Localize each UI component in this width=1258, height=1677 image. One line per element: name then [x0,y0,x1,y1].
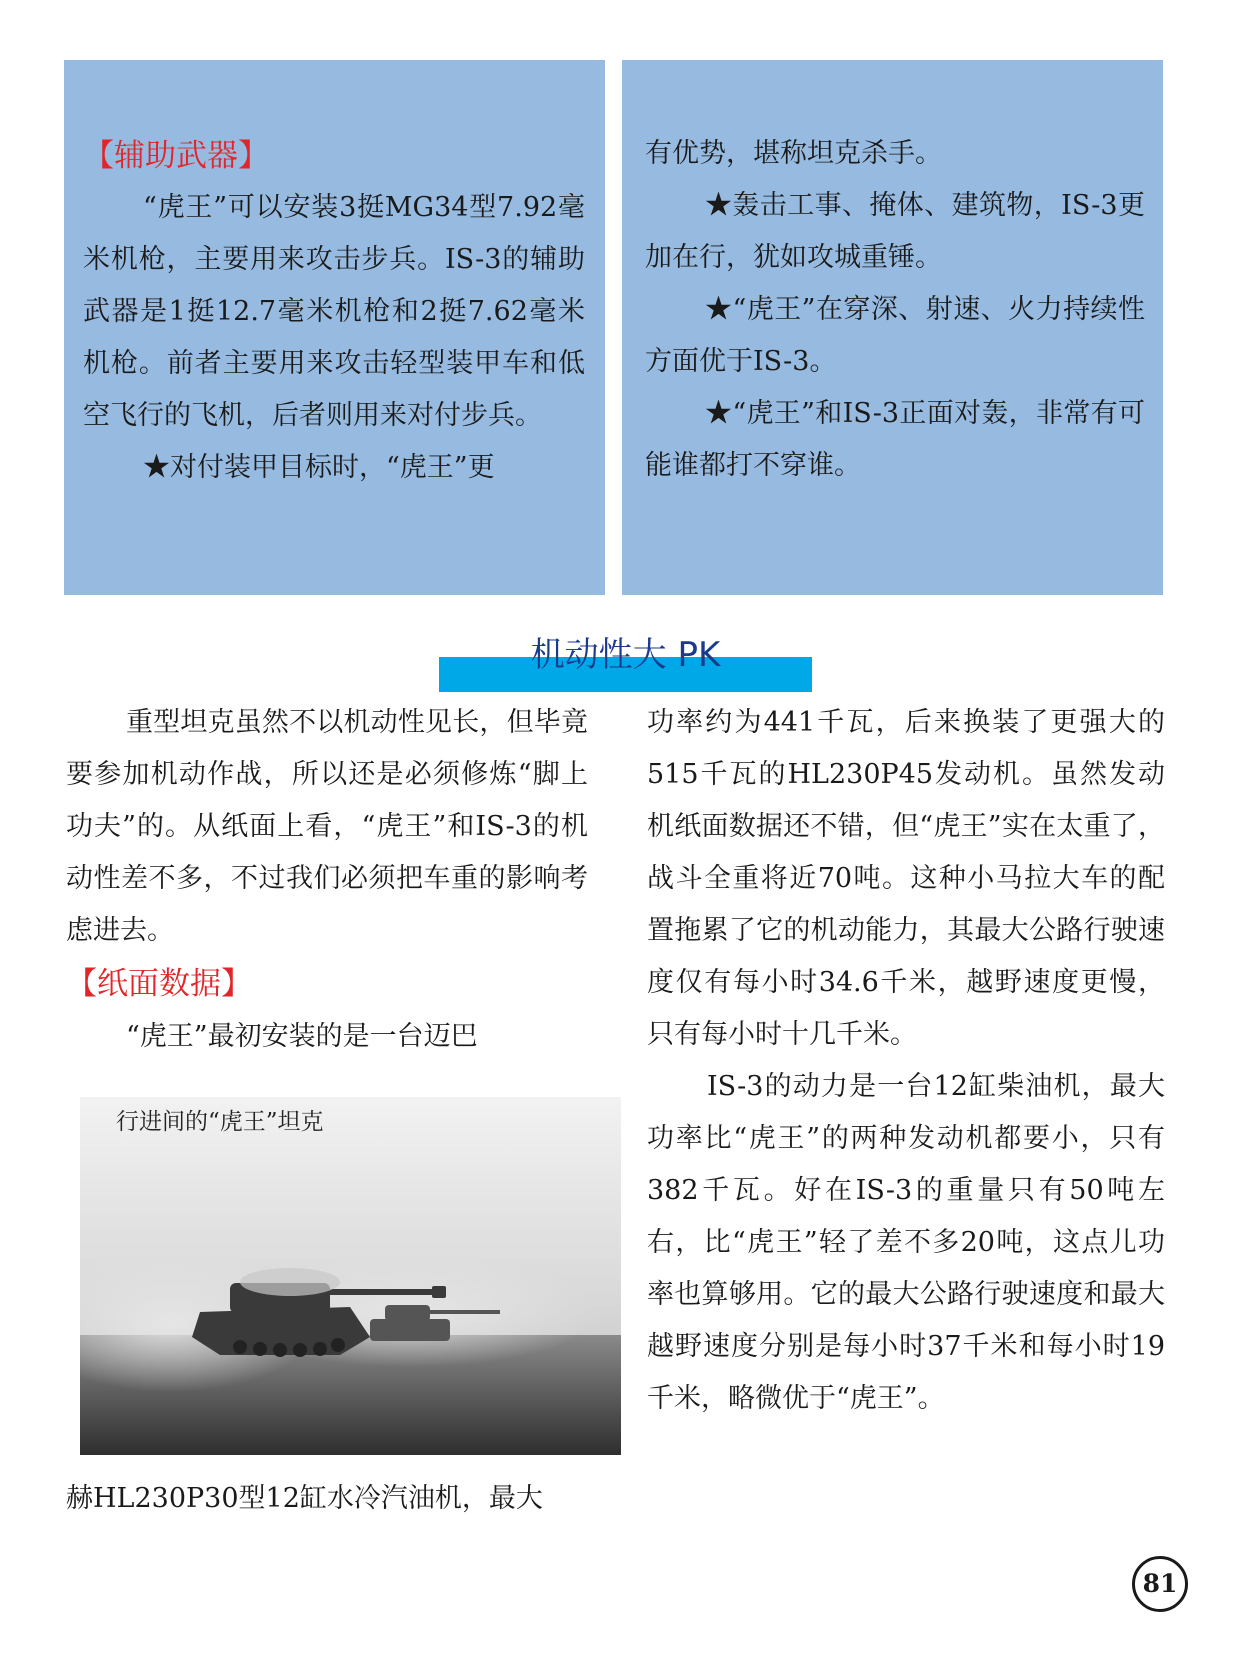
heading-paper-data: 【纸面数据】 [66,966,252,1002]
paragraph: ★对付装甲目标时，“虎王”更 [143,452,495,483]
heading-aux-weapons: 【辅助武器】 [83,138,269,174]
sidebar-box-left [64,60,605,595]
photo-caption: 行进间的“虎王”坦克 [116,1109,324,1135]
page-number: 81 [1132,1556,1188,1612]
section-title: 机动性大 PK [530,635,721,675]
paragraph: “虎王”可以安装3挺MG34型7.92毫米机枪，主要用来攻击步兵。IS-3的辅助武器是1挺12.7毫米机枪和2挺7.62毫米机枪。前者主要用来攻击轻型装甲车和低空飞行的飞机，后者则用来对付步兵。 [83,192,585,431]
paragraph: 有优势，堪称坦克杀手。 [645,138,942,169]
paragraph: ★“虎王”和IS-3正面对轰，非常有可能谁都打不穿谁。 [645,398,1145,481]
left-column-continued [66,1473,588,1525]
paragraph: 功率约为441千瓦，后来换装了更强大的515千瓦的HL230P45发动机。虽然发动机纸面数据还不错，但“虎王”实在太重了，战斗全重将近70吨。这种小马拉大车的配置拖累了它的机动能力，其最大公路行驶速度仅有每小时34.6千米，越野速度更慢，只有每小时十几千米。 [647,707,1165,1050]
paragraph: ★轰击工事、掩体、建筑物，IS-3更加在行，犹如攻城重锤。 [645,190,1145,273]
sidebar-box-right [622,60,1163,595]
paragraph: IS-3的动力是一台12缸柴油机，最大功率比“虎王”的两种发动机都要小，只有382千瓦。好在IS-3的重量只有50吨左右，比“虎王”轻了差不多20吨，这点儿功率也算够用。它的最大公路行驶速度和最大越野速度分别是每小时37千米和每小时19千米，略微优于“虎王”。 [647,1071,1165,1414]
paragraph: ★“虎王”在穿深、射速、火力持续性方面优于IS-3。 [645,294,1145,377]
tank-photo-image [80,1097,621,1455]
tank-photo [80,1097,621,1455]
intro-paragraph: 重型坦克虽然不以机动性见长，但毕竟要参加机动作战，所以还是必须修炼“脚上功夫”的。从纸面上看，“虎王”和IS-3的机动性差不多，不过我们必须把车重的影响考虑进去。 [66,707,588,946]
right-column [647,697,1165,1425]
paragraph: “虎王”最初安装的是一台迈巴 [126,1021,478,1052]
paragraph: 赫HL230P30型12缸水冷汽油机，最大 [66,1483,543,1514]
left-column [66,697,588,1063]
